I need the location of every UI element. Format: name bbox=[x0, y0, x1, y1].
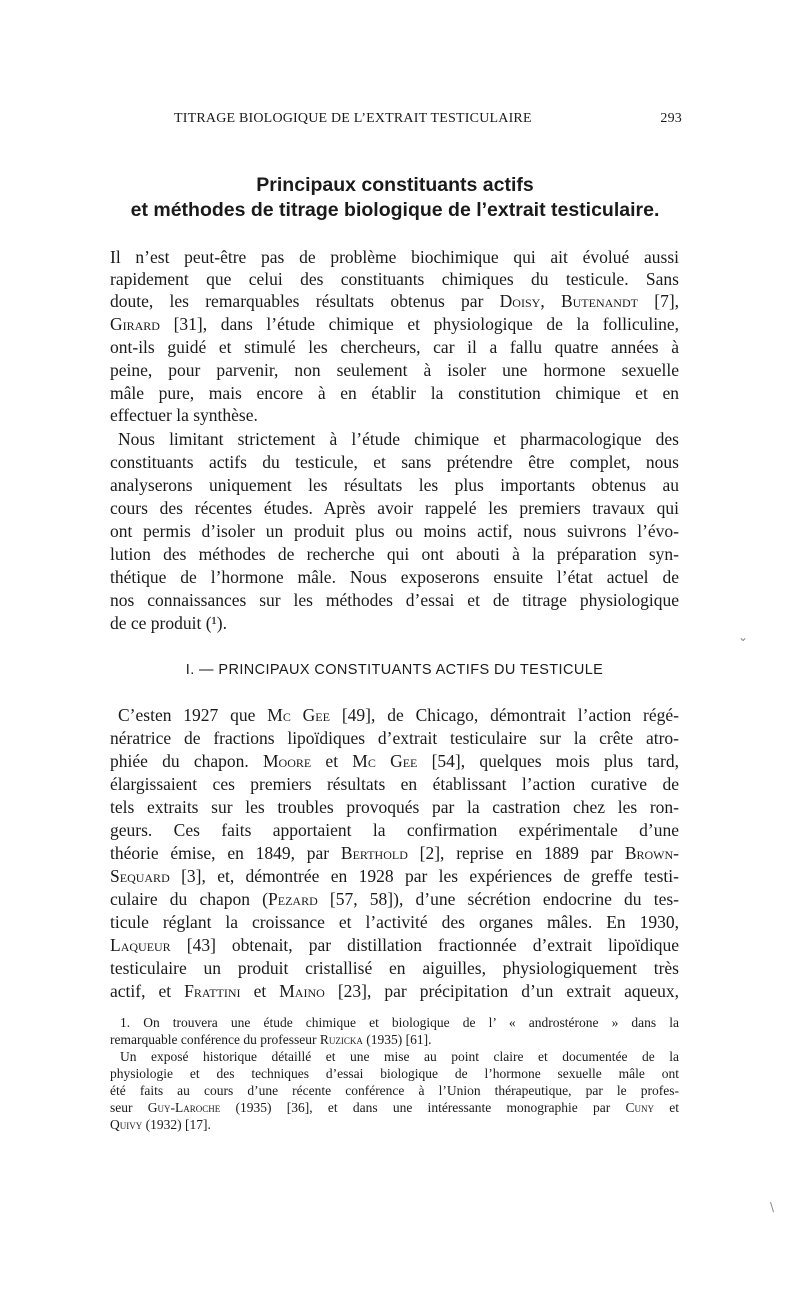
scope-line-8: nos connaissances sur les méthodes d’essai et de titrage physiologique bbox=[110, 590, 679, 610]
intro-line-3 bbox=[110, 290, 679, 312]
text-run: culaire du chapon ( bbox=[110, 889, 269, 909]
history-line-6: geurs. Ces faits apportaient la confirmation expérimentale d’une bbox=[110, 820, 679, 840]
text-run: et bbox=[240, 981, 280, 1001]
author-moore: Moore bbox=[262, 751, 312, 771]
text-run: théorie émise, en 1849, par bbox=[110, 843, 341, 863]
author-ruzicka: Ruzicka bbox=[319, 1032, 363, 1047]
margin-mark-2: \ bbox=[770, 1200, 775, 1214]
citation-ref: [7], bbox=[637, 291, 680, 311]
text-run: [23], par précipitation d’un extrait aqueux, bbox=[324, 981, 679, 1001]
scope-line-3: analyserons uniquement les résultats les plus importants obtenus au bbox=[110, 475, 679, 495]
section-title-line-2: et méthodes de titrage biologique de l’extrait testiculaire. bbox=[130, 199, 660, 221]
history-line-11 bbox=[110, 934, 679, 956]
footnote-2-line-1: Un exposé historique détaillé et une mise au point claire et documentée de la bbox=[120, 1049, 679, 1064]
history-line-9 bbox=[110, 888, 679, 910]
intro-line-5: ont-ils guidé et stimulé les chercheurs, car il a fallu quatre années à bbox=[110, 337, 679, 357]
intro-line-4 bbox=[110, 313, 679, 335]
history-line-13 bbox=[110, 980, 679, 1002]
text-run: [57, 58]), d’une sécrétion endocrine du tes- bbox=[317, 889, 679, 909]
text-run: doute, les remarquables résultats obtenus par bbox=[110, 291, 500, 311]
history-line-4: élargissaient ces premiers résultats en établissant l’action curative de bbox=[110, 774, 679, 794]
author-cuny: Cuny bbox=[625, 1100, 655, 1115]
scope-line-6: lution des méthodes de recherche qui ont abouti à la préparation syn- bbox=[110, 544, 679, 564]
section-heading: I. — PRINCIPAUX CONSTITUANTS ACTIFS DU TESTICULE bbox=[185, 662, 604, 678]
author-quivy: Quivy bbox=[110, 1117, 143, 1132]
text-run: et bbox=[654, 1100, 680, 1115]
text-run: [2], reprise en 1889 par bbox=[407, 843, 625, 863]
text-run: [3], et, démontrée en 1928 par les expériences de greffe testi- bbox=[169, 866, 679, 886]
footnote-2-line-2: physiologie et des techniques d’essai biologique de l’hormone sexuelle mâle ont bbox=[110, 1066, 679, 1081]
text-run: remarquable conférence du professeur bbox=[110, 1032, 320, 1047]
history-line-10: ticule réglant la croissance et l’activité des organes mâles. En 1930, bbox=[110, 912, 679, 932]
author-laqueur: Laqueur bbox=[110, 935, 171, 955]
page-number: 293 bbox=[660, 111, 682, 126]
scope-line-1: Nous limitant strictement à l’étude chimique et pharmacologique des bbox=[118, 429, 679, 449]
text-run: , bbox=[540, 291, 561, 311]
history-line-7 bbox=[110, 842, 679, 864]
author-sequard: Sequard bbox=[110, 866, 170, 886]
history-line-12: testiculaire un produit cristallisé en aiguilles, physiologiquement très bbox=[110, 958, 679, 978]
history-line-8 bbox=[110, 865, 679, 887]
scope-line-2: constituants actifs du testicule, et sans prétendre être complet, nous bbox=[110, 452, 679, 472]
author-frattini: Frattini bbox=[184, 981, 241, 1001]
text-run: [49], de Chicago, démontrait l’action régé- bbox=[329, 705, 679, 725]
author-mcgee-2: Mc Gee bbox=[352, 751, 418, 771]
author-butenandt: Butenandt bbox=[560, 291, 638, 311]
text-run: (1932) [17]. bbox=[142, 1117, 211, 1132]
footnote-2-line-4 bbox=[110, 1099, 679, 1116]
text-run: seur bbox=[110, 1100, 148, 1115]
history-line-3 bbox=[110, 750, 679, 772]
text-run: (1935) [36], et dans une intéressante monographie par bbox=[220, 1100, 626, 1115]
intro-line-2: rapidement que celui des constituants chimiques du testicule. Sans bbox=[110, 269, 679, 289]
text-run: [54], quelques mois plus tard, bbox=[417, 751, 679, 771]
text-run: C’esten 1927 que bbox=[118, 705, 268, 725]
footnote-1-line-1: 1. On trouvera une étude chimique et biologique de l’ « androstérone » dans la bbox=[120, 1015, 679, 1030]
text-run: phiée du chapon. bbox=[110, 751, 263, 771]
scope-line-4: cours des récentes études. Après avoir rappelé les premiers travaux qui bbox=[110, 498, 679, 518]
intro-line-1: Il n’est peut-être pas de problème biochimique qui ait évolué aussi bbox=[110, 247, 679, 267]
author-berthold: Berthold bbox=[340, 843, 408, 863]
scope-line-9: de ce produit (¹). bbox=[110, 613, 228, 633]
margin-mark: ⌄ bbox=[738, 630, 749, 644]
running-title: TITRAGE BIOLOGIQUE DE L’EXTRAIT TESTICULAIRE bbox=[174, 111, 532, 126]
footnote-2-line-5 bbox=[110, 1116, 679, 1133]
author-doisy: Doisy bbox=[499, 291, 541, 311]
author-brown: Brown- bbox=[624, 843, 679, 863]
footnote-2-line-3: été faits au cours d’une récente conférence à l’Union thérapeutique, par le profes- bbox=[110, 1083, 679, 1098]
history-line-2: nératrice de fractions lipoïdiques d’extrait testiculaire sur la crête atro- bbox=[110, 728, 679, 748]
author-maino: Maino bbox=[279, 981, 325, 1001]
text-run: et bbox=[311, 751, 353, 771]
scope-line-7: thétique de l’hormone mâle. Nous exposerons ensuite l’état actuel de bbox=[110, 567, 679, 587]
intro-line-8: effectuer la synthèse. bbox=[110, 405, 258, 425]
author-guy-laroche: Guy-Laroche bbox=[147, 1100, 221, 1115]
text-run: actif, et bbox=[110, 981, 185, 1001]
history-line-5: tels extraits sur les troubles provoqués par la castration chez les ron- bbox=[110, 797, 679, 817]
history-line-1 bbox=[118, 704, 679, 726]
intro-line-6: peine, pour parvenir, non seulement à isoler une hormone sexuelle bbox=[110, 360, 679, 380]
running-head bbox=[108, 111, 682, 133]
intro-line-7: mâle pure, mais encore à en établir la constitution chimique et en bbox=[110, 383, 679, 403]
author-mcgee: Mc Gee bbox=[267, 705, 330, 725]
text-run: [31], dans l’étude chimique et physiologique de la folliculine, bbox=[159, 314, 679, 334]
text-run: [43] obtenait, par distillation fractionnée d’extrait lipoïdique bbox=[170, 935, 679, 955]
author-pezard: Pezard bbox=[268, 889, 318, 909]
scope-line-5: ont permis d’isoler un produit plus ou moins actif, nous suivrons l’évo- bbox=[110, 521, 679, 541]
footnote-1-line-2 bbox=[110, 1031, 679, 1048]
text-run: (1935) [61]. bbox=[362, 1032, 432, 1047]
section-title-line-1: Principaux constituants actifs bbox=[256, 174, 534, 196]
author-girard: Girard bbox=[110, 314, 160, 334]
